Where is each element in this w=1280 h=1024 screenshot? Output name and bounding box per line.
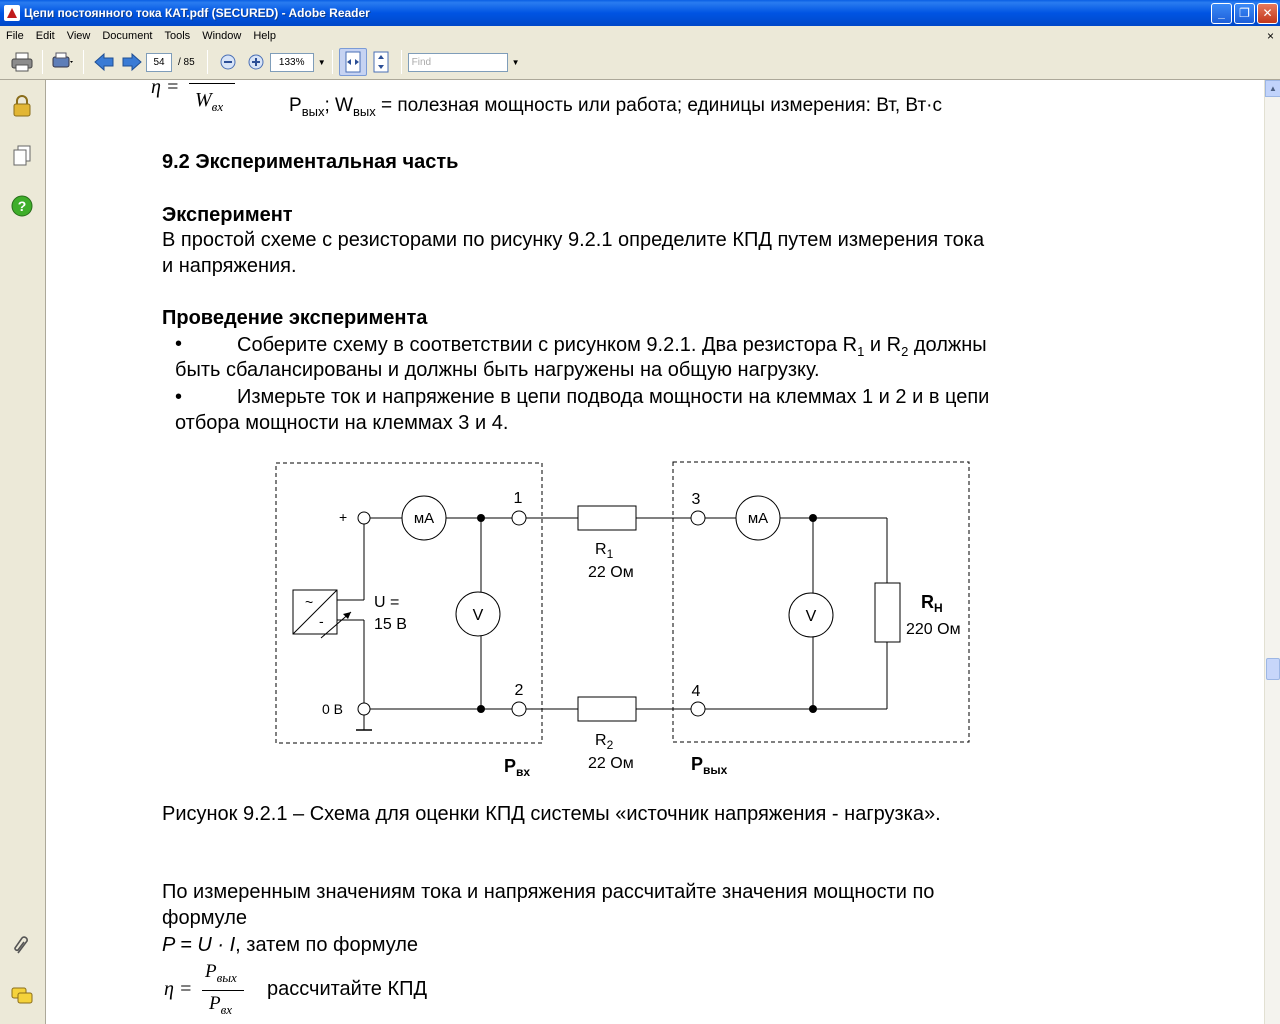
maximize-button[interactable]: ❐ — [1234, 3, 1255, 24]
comments-icon — [11, 986, 33, 1006]
scroll-up-button[interactable]: ▲ — [1265, 80, 1280, 97]
terminal-4 — [691, 702, 705, 716]
help-icon — [11, 195, 33, 217]
security-lock-button[interactable] — [11, 95, 33, 117]
eta-denominator: $P_{вх}$ — [209, 993, 233, 1017]
next-page-button[interactable] — [118, 48, 146, 76]
source-dc-symbol: - — [319, 613, 324, 629]
vertical-scrollbar[interactable] — [1264, 80, 1280, 1024]
source-ac-symbol: ~ — [305, 594, 314, 610]
menu-bar — [0, 26, 1280, 45]
eta-symbol: η = — [164, 978, 193, 1000]
top-formula-denominator: $W_{вх}$ — [195, 89, 224, 114]
experiment-text-line1: В простой схеме с резисторами по рисунку 9.2.1 определите КПД путем измерения тока — [162, 229, 985, 251]
toolbar-separator — [401, 50, 402, 74]
zero-volt-label: 0 В — [322, 701, 344, 717]
menu-edit[interactable]: Edit — [35, 29, 55, 42]
top-formula-eta: η = — [151, 80, 180, 98]
menu-help[interactable]: Help — [253, 29, 276, 42]
toolbar-separator — [42, 50, 43, 74]
zoom-out-icon — [219, 53, 237, 71]
terminal-3-label: 3 — [691, 491, 701, 508]
circuit-diagram — [275, 460, 975, 780]
bullet1-line1: Соберите схему в соответствии с рисунком 9.2.1. Два резистора $R_1$ и $R_2$ должны — [237, 334, 987, 359]
r2-label: $R_2$ — [595, 732, 614, 752]
figure-caption: Рисунок 9.2.1 – Схема для оценки КПД системы «источник напряжения - нагрузка». — [162, 803, 941, 825]
scroll-thumb[interactable] — [1266, 658, 1280, 680]
bullet1-line2: быть сбалансированы и должны быть нагружены на общую нагрузку. — [175, 359, 820, 381]
print-button[interactable] — [8, 48, 36, 76]
ammeter-out-label: мА — [747, 510, 769, 527]
fraction-bar — [189, 83, 235, 84]
r1-value: 22 Ом — [588, 564, 634, 581]
experiment-title: Эксперимент — [162, 204, 293, 226]
arrow-left-icon — [93, 52, 115, 72]
fit-width-icon — [343, 51, 363, 73]
menu-window[interactable]: Window — [202, 29, 242, 42]
minimize-button[interactable]: _ — [1211, 3, 1232, 24]
voltmeter-out-label: V — [805, 608, 817, 625]
close-button[interactable]: ✕ — [1257, 3, 1278, 24]
pages-icon — [12, 145, 32, 167]
calc-text-line2: формуле — [162, 907, 248, 929]
bullet-marker: • — [175, 333, 183, 355]
calc-text-line1: По измеренным значениям тока и напряжения рассчитайте значения мощности по — [162, 881, 935, 903]
voltage-label-1: U = — [374, 594, 400, 611]
terminal-1-label: 1 — [513, 490, 523, 507]
experiment-text-line2: и напряжения. — [162, 255, 297, 277]
zoom-in-icon — [247, 53, 265, 71]
zoom-in-button[interactable] — [242, 48, 270, 76]
title-bar — [0, 0, 1280, 26]
page-number-input[interactable]: 54 — [146, 53, 172, 72]
fit-width-button[interactable] — [339, 48, 367, 76]
find-input[interactable]: Find — [408, 53, 508, 72]
procedure-title: Проведение эксперимента — [162, 307, 428, 329]
pages-button[interactable] — [11, 145, 33, 167]
section-title: 9.2 Экспериментальная часть — [162, 151, 459, 173]
toolbar — [0, 45, 1280, 80]
zoom-level-select[interactable]: 133% — [270, 53, 314, 72]
menu-document[interactable]: Document — [102, 29, 153, 42]
find-options-chevron-icon[interactable]: ▼ — [511, 57, 520, 67]
power-out-label: $P_{вых}$ — [691, 754, 728, 777]
load-value: 220 Ом — [906, 621, 961, 638]
ground-terminal — [358, 703, 370, 715]
power-in-label: $P_{вх}$ — [504, 756, 531, 779]
useful-power-line: $P_{вых}$; $W_{вых}$ = полезная мощность или работа; единицы измерения: Вт, Вт·с — [289, 95, 943, 119]
attachments-button[interactable] — [11, 935, 33, 957]
fit-page-button[interactable] — [367, 48, 395, 76]
arrow-right-icon — [121, 52, 143, 72]
comments-button[interactable] — [11, 985, 33, 1007]
bullet2-line2: отбора мощности на клеммах 3 и 4. — [175, 412, 509, 434]
adobe-reader-icon — [4, 5, 20, 21]
plus-terminal — [358, 512, 370, 524]
menu-view[interactable]: View — [66, 29, 91, 42]
voltmeter-in-label: V — [472, 607, 484, 624]
voltage-label-2: 15 В — [374, 616, 407, 633]
fit-page-icon — [371, 51, 391, 73]
document-page — [47, 80, 1264, 1024]
menu-file[interactable]: File — [6, 29, 24, 42]
terminal-3 — [691, 511, 705, 525]
terminal-2-label: 2 — [514, 682, 524, 699]
r2-value: 22 Ом — [588, 755, 634, 772]
terminal-2 — [512, 702, 526, 716]
terminal-4-label: 4 — [691, 683, 701, 700]
chevron-down-icon[interactable]: ▼ — [317, 57, 326, 67]
printer-icon — [11, 52, 33, 72]
eta-numerator: $P_{вых}$ — [205, 961, 237, 985]
ammeter-in-label: мА — [413, 510, 435, 527]
zoom-out-button[interactable] — [214, 48, 242, 76]
paperclip-icon — [12, 935, 32, 957]
toolbar-separator — [207, 50, 208, 74]
page-setup-button[interactable] — [49, 48, 77, 76]
calc-text-line3: P = U · I, затем по формуле — [162, 934, 419, 956]
navigation-pane — [0, 80, 46, 1024]
toolbar-separator — [332, 50, 333, 74]
document-close-button[interactable]: × — [1266, 28, 1274, 43]
previous-page-button[interactable] — [90, 48, 118, 76]
bullet2-line1: Измерьте ток и напряжение в цепи подвода мощности на клеммах 1 и 2 и в цепи — [237, 386, 990, 408]
terminal-1 — [512, 511, 526, 525]
lock-icon — [12, 95, 32, 117]
window-title: Цепи постоянного тока КАТ.pdf (SECURED) - Adobe Reader — [24, 6, 370, 20]
resistor-r1 — [578, 506, 636, 530]
r1-label: $R_1$ — [595, 541, 614, 561]
toolbar-separator — [83, 50, 84, 74]
menu-tools[interactable]: Tools — [164, 29, 191, 42]
load-resistor — [875, 583, 900, 642]
load-label: $R_H$ — [921, 592, 943, 615]
page-setup-icon — [51, 52, 75, 72]
plus-label: + — [339, 509, 348, 525]
resistor-r2 — [578, 697, 636, 721]
page-total: / 85 — [178, 56, 195, 68]
svg-text:?: ? — [17, 198, 27, 214]
eta-description: рассчитайте КПД — [267, 978, 428, 1000]
bullet-marker: • — [175, 386, 183, 408]
help-button[interactable] — [11, 195, 33, 217]
fraction-bar — [202, 990, 244, 991]
